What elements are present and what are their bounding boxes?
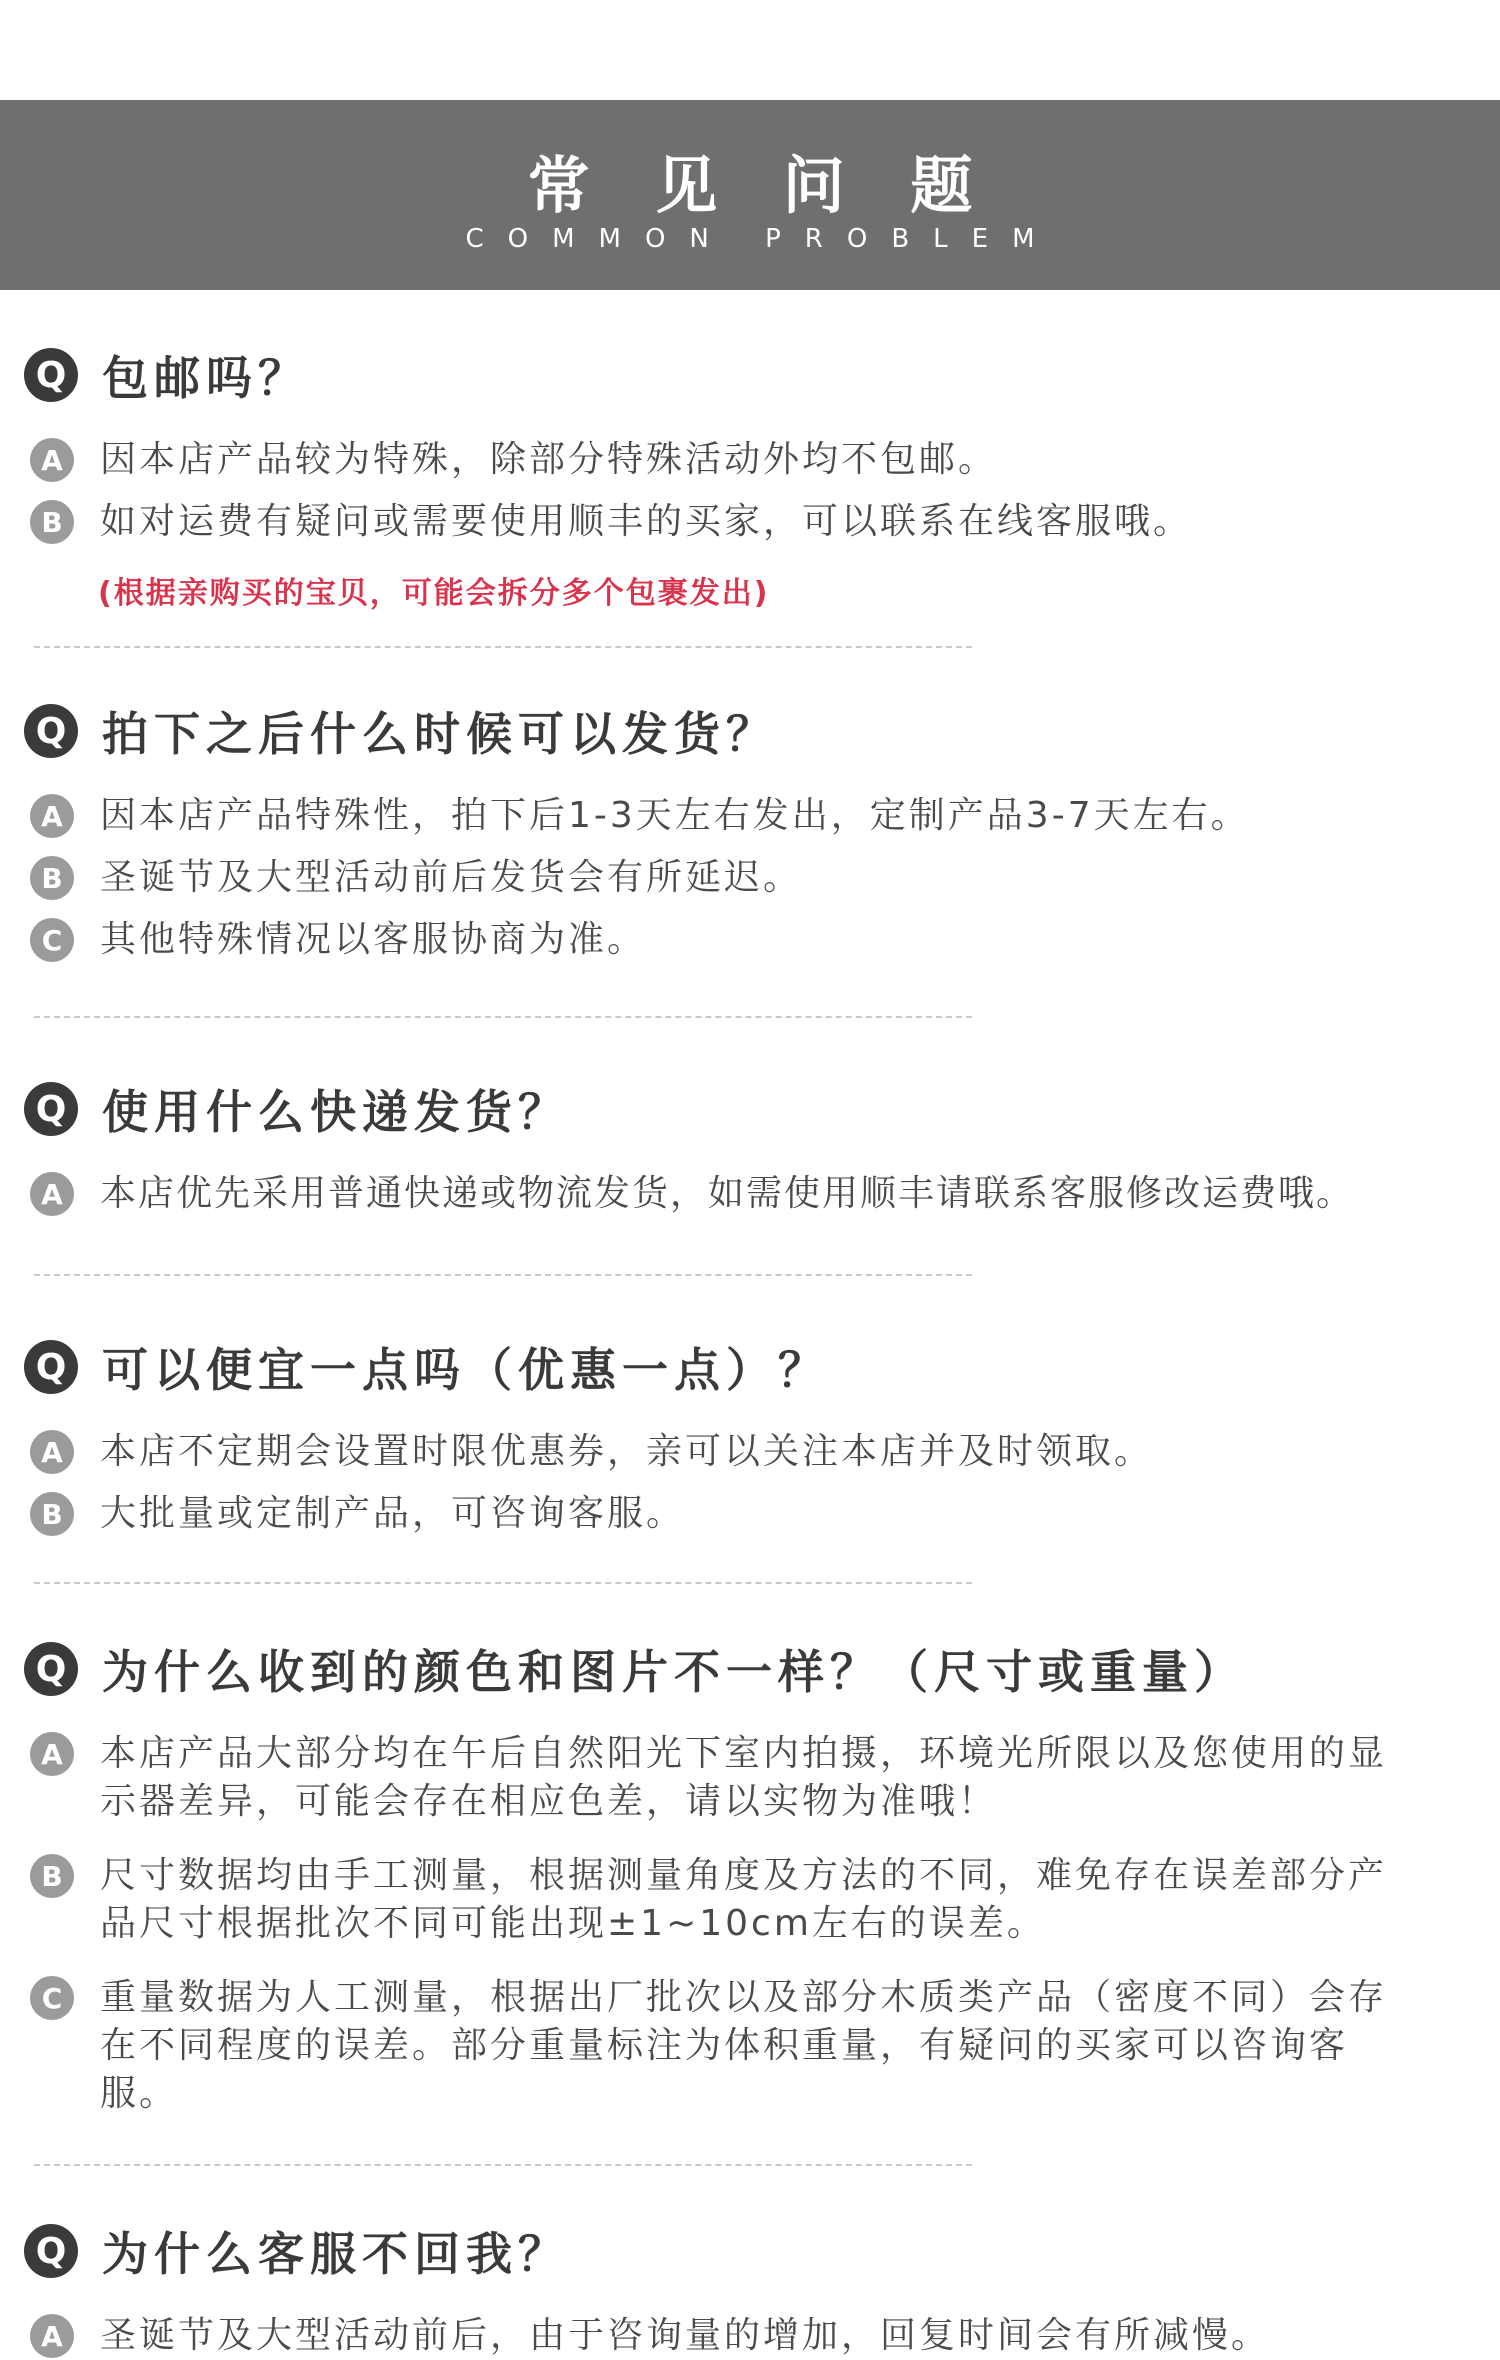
red-note: (根据亲购买的宝贝，可能会拆分多个包裹发出) bbox=[98, 576, 770, 611]
answer-row bbox=[30, 1852, 1470, 1948]
answer-row bbox=[30, 498, 1470, 546]
answer-row bbox=[30, 436, 1470, 484]
answer-row bbox=[30, 2312, 1470, 2360]
answer-row bbox=[30, 1730, 1470, 1826]
question-badge: Q bbox=[24, 348, 78, 402]
question-row bbox=[24, 698, 1500, 764]
answer-row bbox=[30, 1170, 1470, 1218]
faq-section-shipping-fee bbox=[0, 290, 1500, 648]
answer-row bbox=[30, 792, 1470, 840]
answer-badge: C bbox=[30, 918, 74, 962]
answer-badge: B bbox=[30, 1854, 74, 1898]
answer-badge: C bbox=[30, 1976, 74, 2020]
answer-text: 本店不定期会设置时限优惠券，亲可以关注本店并及时领取。 bbox=[100, 1431, 1154, 1472]
answer-text: 圣诞节及大型活动前后发货会有所延迟。 bbox=[100, 857, 803, 898]
question-text: 包邮吗？ bbox=[102, 351, 310, 405]
answer-row bbox=[30, 916, 1470, 964]
page-subtitle: COMMON PROBLEM bbox=[465, 224, 1059, 254]
answer-text: 如对运费有疑问或需要使用顺丰的买家，可以联系在线客服哦。 bbox=[100, 501, 1193, 542]
faq-section-courier bbox=[0, 1018, 1500, 1276]
question-badge: Q bbox=[24, 1642, 78, 1696]
answer-badge: B bbox=[30, 856, 74, 900]
question-badge: Q bbox=[24, 1340, 78, 1394]
answer-text: 圣诞节及大型活动前后，由于咨询量的增加，回复时间会有所减慢。 bbox=[100, 2315, 1271, 2356]
answer-row bbox=[30, 854, 1470, 902]
answer-badge: A bbox=[30, 794, 74, 838]
answer-text: 其他特殊情况以客服协商为准。 bbox=[100, 919, 647, 960]
question-row bbox=[24, 342, 1500, 408]
question-text: 拍下之后什么时候可以发货？ bbox=[102, 707, 778, 761]
answer-row bbox=[30, 1490, 1470, 1538]
question-row bbox=[24, 1334, 1500, 1400]
question-badge: Q bbox=[24, 704, 78, 758]
answer-text: 本店优先采用普通快递或物流发货，如需使用顺丰请联系客服修改运费哦。 bbox=[100, 1173, 1355, 1214]
answer-badge: A bbox=[30, 1732, 74, 1776]
answer-text: 本店产品大部分均在午后自然阳光下室内拍摄，环境光所限以及您使用的显示器差异，可能会存在相应色差，请以实物为准哦！ bbox=[100, 1733, 1388, 1822]
answer-row bbox=[30, 1974, 1470, 2118]
question-row bbox=[24, 1636, 1500, 1702]
answer-text: 尺寸数据均由手工测量，根据测量角度及方法的不同，难免存在误差部分产品尺寸根据批次不同可能出现±1~10cm左右的误差。 bbox=[100, 1855, 1388, 1944]
question-text: 使用什么快递发货？ bbox=[102, 1085, 570, 1139]
faq-section-discount bbox=[0, 1276, 1500, 1584]
question-row bbox=[24, 2218, 1500, 2284]
answer-badge: B bbox=[30, 500, 74, 544]
answer-badge: A bbox=[30, 1172, 74, 1216]
answer-badge: A bbox=[30, 438, 74, 482]
answer-text: 重量数据为人工测量，根据出厂批次以及部分木质类产品（密度不同）会存在不同程度的误差。部分重量标注为体积重量，有疑问的买家可以咨询客服。 bbox=[100, 1977, 1388, 2114]
faq-section-color-difference bbox=[0, 1584, 1500, 2166]
answer-text: 大批量或定制产品，可咨询客服。 bbox=[100, 1493, 686, 1534]
question-row bbox=[24, 1076, 1500, 1142]
answer-text: 因本店产品特殊性，拍下后1-3天左右发出，定制产品3-7天左右。 bbox=[100, 795, 1250, 836]
answer-text: 因本店产品较为特殊，除部分特殊活动外均不包邮。 bbox=[100, 439, 998, 480]
faq-section-dispatch-time bbox=[0, 648, 1500, 1018]
question-badge: Q bbox=[24, 1082, 78, 1136]
question-badge: Q bbox=[24, 2224, 78, 2278]
answer-badge: A bbox=[30, 2314, 74, 2358]
question-text: 为什么客服不回我？ bbox=[102, 2227, 570, 2281]
header-banner bbox=[0, 100, 1500, 290]
answer-badge: A bbox=[30, 1430, 74, 1474]
answer-row bbox=[30, 1428, 1470, 1476]
faq-list bbox=[0, 290, 1500, 2360]
page-title: 常 见 问 题 bbox=[527, 149, 995, 222]
question-text: 可以便宜一点吗（优惠一点）？ bbox=[102, 1343, 830, 1397]
faq-section-no-reply bbox=[0, 2166, 1500, 2360]
answer-badge: B bbox=[30, 1492, 74, 1536]
question-text: 为什么收到的颜色和图片不一样？（尺寸或重量） bbox=[102, 1645, 1246, 1699]
